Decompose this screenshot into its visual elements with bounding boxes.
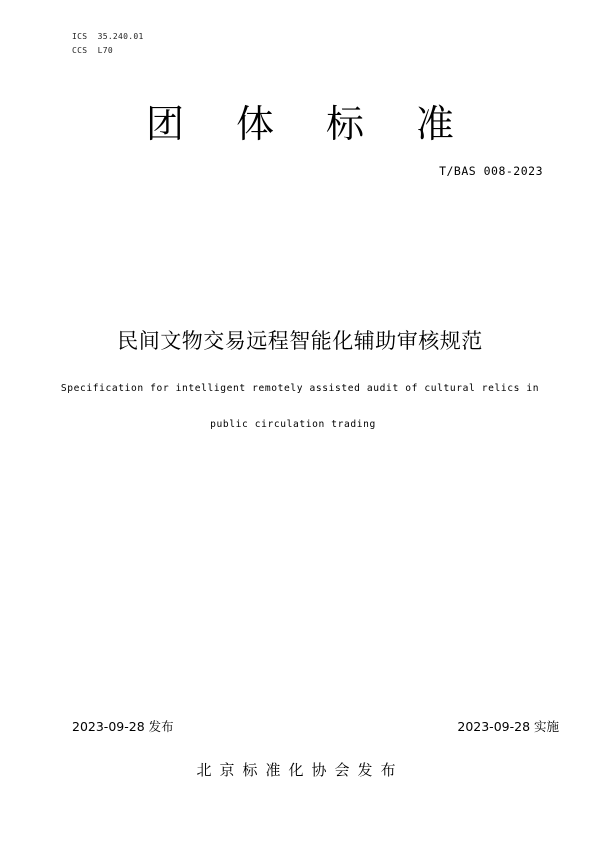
- ics-code: ICS 35.240.01: [72, 32, 144, 41]
- document-number: T/BAS 008-2023: [439, 164, 543, 178]
- english-title-line-2: public circulation trading: [210, 419, 376, 430]
- document-type-heading: [0, 100, 600, 148]
- ccs-code: CCS L70: [72, 46, 113, 55]
- classification-codes: [72, 30, 144, 58]
- publish-date: 2023-09-28 发布: [72, 719, 174, 734]
- chinese-title: 民间文物交易远程智能化辅助审核规范: [117, 329, 483, 353]
- doc-type-char: 准: [416, 102, 455, 146]
- doc-type-char: 标: [326, 102, 365, 146]
- doc-type-char: 团: [145, 102, 184, 146]
- doc-type-char: 体: [235, 102, 274, 146]
- implementation-date: 2023-09-28 实施: [457, 719, 559, 734]
- english-title-line-1: Specification for intelligent remotely assisted audit of cultural relics in: [60, 383, 540, 394]
- publisher: 北京标准化协会发布: [196, 761, 404, 779]
